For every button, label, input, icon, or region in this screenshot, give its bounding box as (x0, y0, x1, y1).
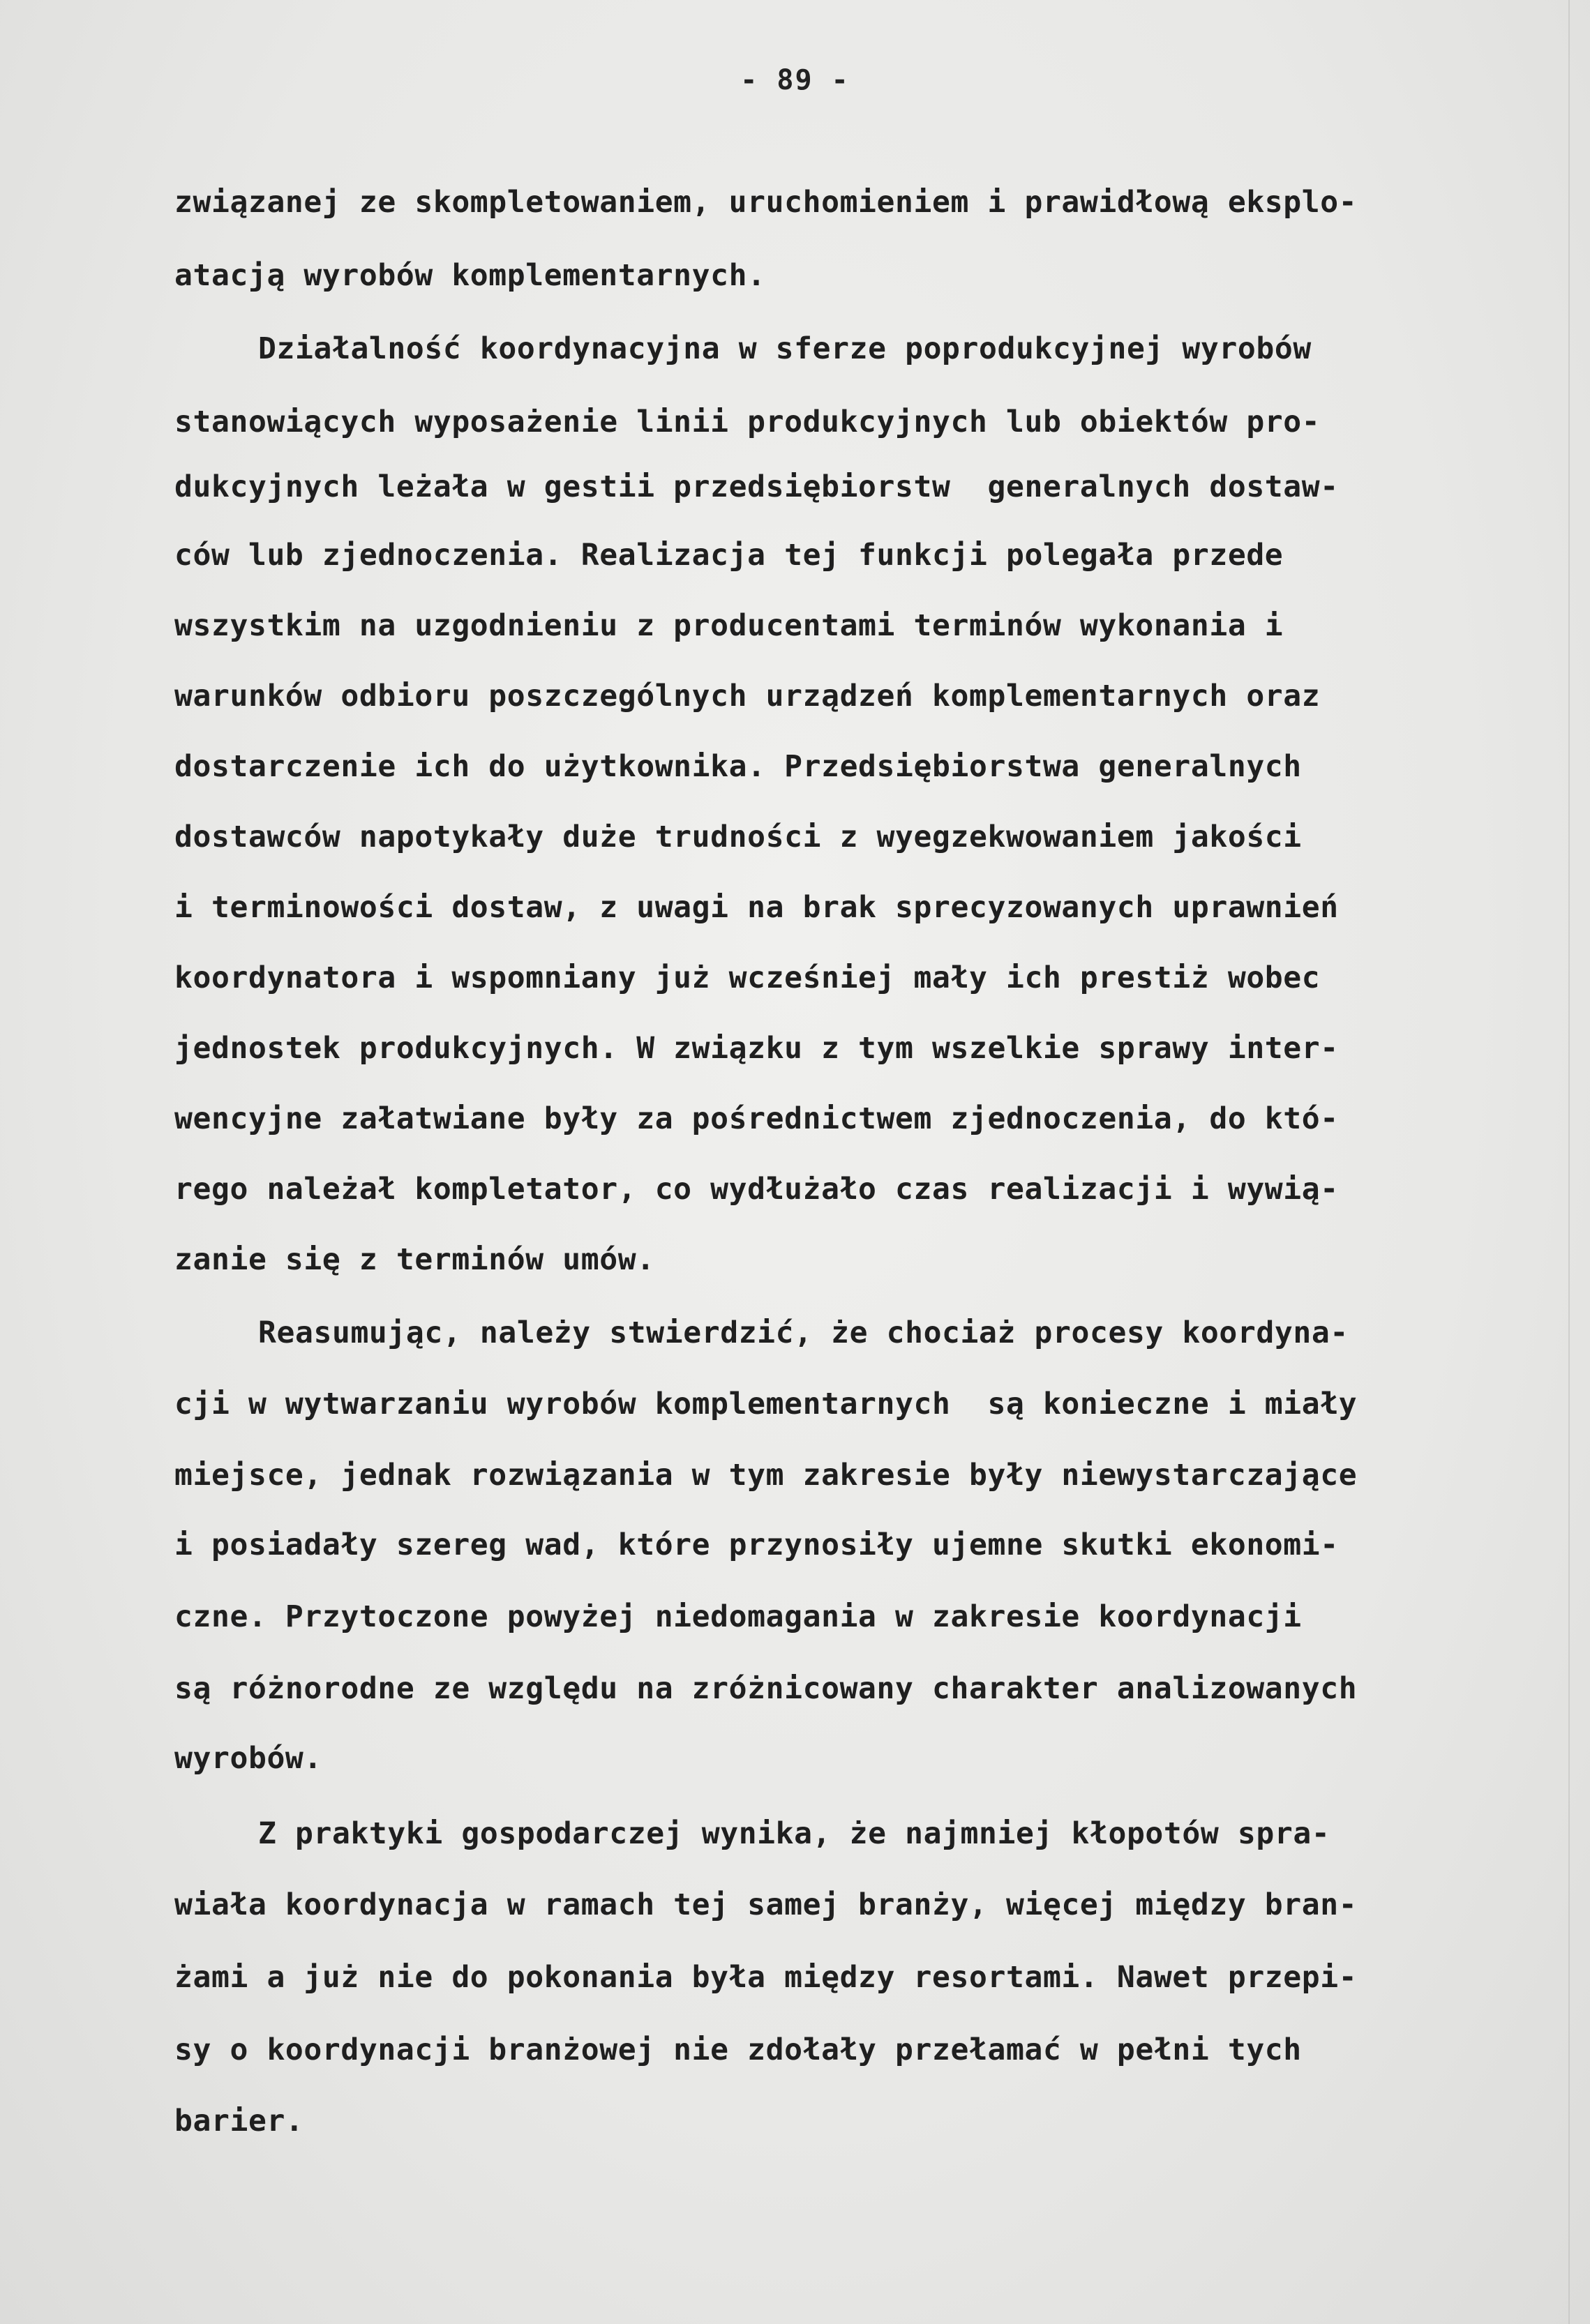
text-line-14: wencyjne załatwiane były za pośrednictwem zjednoczenia, do któ- (174, 1101, 1339, 1136)
text-line-6: ców lub zjednoczenia. Realizacja tej funkcji polegała przede (174, 538, 1284, 573)
text-line-7: wszystkim na uzgodnieniu z producentami terminów wykonania i (174, 608, 1284, 643)
text-line-18: cji w wytwarzaniu wyrobów komplementarnych są konieczne i miały (174, 1387, 1358, 1421)
text-line-5: dukcyjnych leżała w gestii przedsiębiorstw generalnych dostaw- (174, 469, 1339, 504)
text-line-1: związanej ze skompletowaniem, uruchomieniem i prawidłową eksplo- (174, 185, 1358, 220)
text-line-24: Z praktyki gospodarczej wynika, że najmniej kłopotów spra- (258, 1816, 1330, 1851)
text-line-15: rego należał kompletator, co wydłużało czas realizacji i wywią- (174, 1172, 1339, 1207)
text-line-2: atacją wyrobów komplementarnych. (174, 258, 766, 293)
text-line-26: żami a już nie do pokonania była między resortami. Nawet przepi- (174, 1960, 1358, 1995)
text-line-4: stanowiących wyposażenie linii produkcyjnych lub obiektów pro- (174, 405, 1321, 439)
page-number: - 89 - (740, 64, 850, 96)
text-line-11: i terminowości dostaw, z uwagi na brak sprecyzowanych uprawnień (174, 890, 1339, 925)
text-line-16: zanie się z terminów umów. (174, 1242, 655, 1277)
scan-edge-mark (1568, 0, 1570, 2324)
text-line-3: Działalność koordynacyjna w sferze poprodukcyjnej wyrobów (258, 331, 1312, 366)
text-line-28: barier. (174, 2104, 304, 2138)
text-line-22: są różnorodne ze względu na zróżnicowany charakter analizowanych (174, 1671, 1358, 1706)
text-line-20: i posiadały szereg wad, które przynosiły ujemne skutki ekonomi- (174, 1527, 1339, 1562)
text-line-25: wiała koordynacja w ramach tej samej branży, więcej między bran- (174, 1887, 1358, 1922)
text-line-9: dostarczenie ich do użytkownika. Przedsiębiorstwa generalnych (174, 749, 1302, 784)
text-line-17: Reasumując, należy stwierdzić, że chociaż procesy koordyna- (258, 1315, 1349, 1350)
text-line-12: koordynatora i wspomniany już wcześniej mały ich prestiż wobec (174, 960, 1321, 995)
text-line-13: jednostek produkcyjnych. W związku z tym wszelkie sprawy inter- (174, 1031, 1339, 1066)
text-line-10: dostawców napotykały duże trudności z wyegzekwowaniem jakości (174, 820, 1302, 854)
text-line-19: miejsce, jednak rozwiązania w tym zakresie były niewystarczające (174, 1458, 1358, 1493)
text-line-23: wyrobów. (174, 1741, 322, 1776)
text-line-21: czne. Przytoczone powyżej niedomagania w zakresie koordynacji (174, 1599, 1302, 1634)
text-line-8: warunków odbioru poszczególnych urządzeń komplementarnych oraz (174, 679, 1321, 714)
text-line-27: sy o koordynacji branżowej nie zdołały przełamać w pełni tych (174, 2032, 1302, 2067)
